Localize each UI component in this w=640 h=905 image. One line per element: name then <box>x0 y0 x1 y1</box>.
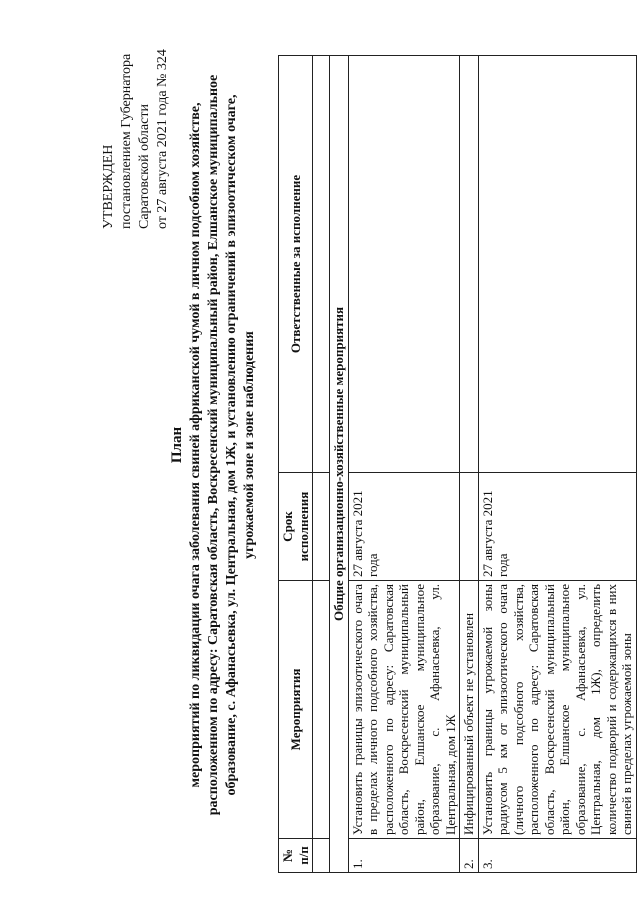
approval-line: Саратовской области <box>137 104 152 229</box>
approval-line: от 27 августа 2021 года № 324 <box>155 49 170 229</box>
approval-title: УТВЕРЖДЕН <box>101 144 116 229</box>
row-measure: Инфицированный объект не установлен <box>460 581 479 839</box>
plan-title-line: образование, с. Афанасьевка, ул. Центральная, дом 1Ж, и установлению ограничений в эпизоотическом очаге, <box>224 94 239 796</box>
header-term: Срок исполнения <box>279 473 313 581</box>
header-measure: Мероприятия <box>279 581 313 839</box>
table-row <box>478 56 636 873</box>
row-num: 3. <box>478 839 636 873</box>
table-spacer-row <box>313 56 330 873</box>
row-num: 2. <box>460 839 479 873</box>
plan-title <box>168 15 259 875</box>
approval-line: постановлением Губернатора <box>119 53 134 229</box>
plan-title-line: расположенном по адресу: Саратовская область, Воскресенский муниципальный район, Елшанское муниципальное <box>206 74 221 816</box>
row-term <box>460 473 479 581</box>
row-term: 27 августа 2021 года <box>478 473 636 581</box>
plan-heading: План <box>169 426 185 464</box>
row-responsible <box>348 56 460 473</box>
section-row <box>330 56 349 873</box>
approval-stamp <box>100 4 172 229</box>
row-responsible <box>460 56 479 473</box>
header-responsible: Ответственные за исполнение <box>279 56 313 473</box>
plan-title-line: угрожаемой зоне и зоне наблюдения <box>242 331 257 559</box>
row-term: 27 августа 2021 года <box>348 473 460 581</box>
measures-table <box>278 55 637 873</box>
table-row <box>348 56 460 873</box>
section-title: Общие организационно-хозяйственные мероприятия <box>330 56 349 873</box>
table-header-row <box>279 56 313 873</box>
plan-title-line: мероприятий по ликвидации очага заболевания свиней африканской чумой в личном подсобном хозяйстве, <box>188 102 203 788</box>
header-num: № п/п <box>279 839 313 873</box>
row-num: 1. <box>348 839 460 873</box>
table-row <box>460 56 479 873</box>
row-measure: Установить границы угрожаемой зоны радиусом 5 км от эпизоотического очага (личного подсобного хозяйства, расположенного по адресу: Саратовская область, Воскресенский муниципальный район, Елшанское муниципальное образование, с. Афанасьевка, ул. Центральная, дом 1Ж), определить количество подворий и содержащихся в них свиней в пределах угрожаемой зоны <box>478 581 636 839</box>
row-measure: Установить границы эпизоотического очага в пределах личного подсобного хозяйства, расположенного по адресу: Саратовская область, Воскресенский муниципальный район, Елшанское муниципальное образование, с. Афанасьевка, ул. Центральная, дом 1Ж <box>348 581 460 839</box>
row-responsible <box>478 56 636 473</box>
